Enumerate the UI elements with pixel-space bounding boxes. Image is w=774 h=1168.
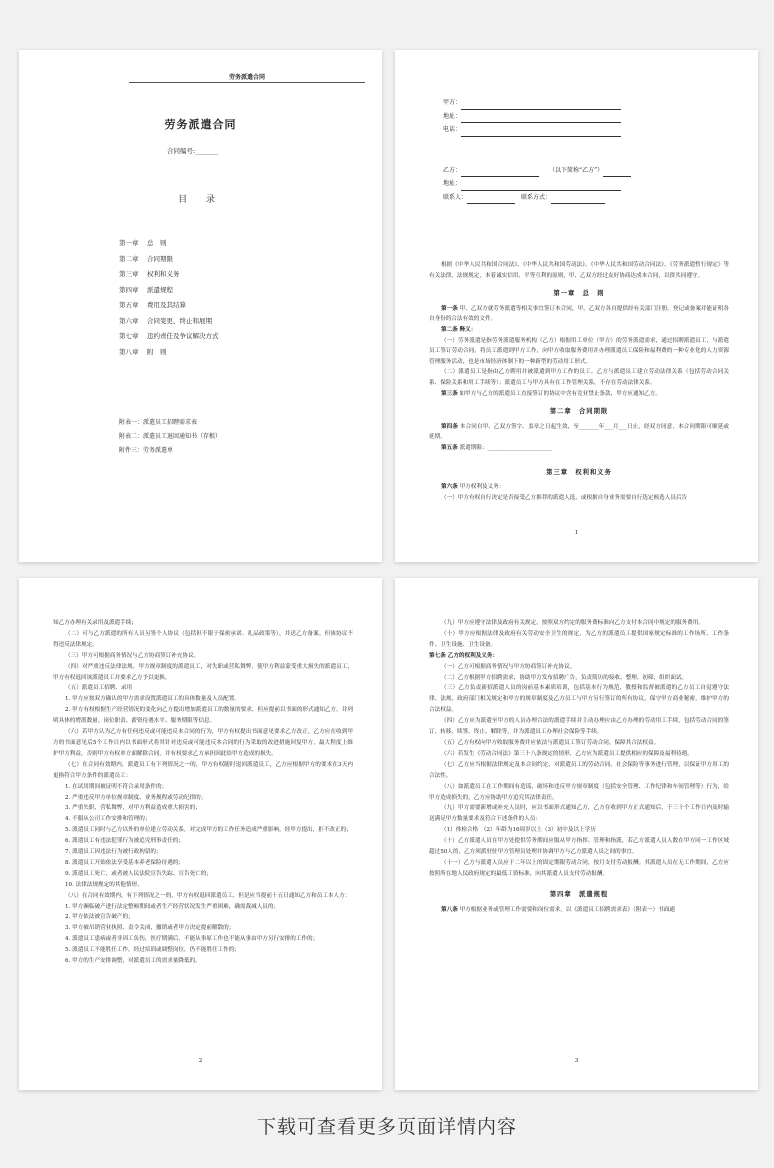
clause: （六）若发生《劳动合同法》第三十八条规定的情形，乙方应为派遣员工提供相应的保障及福利待遇。 — [441, 750, 693, 757]
clause: 8. 派遣员工开始依法享受基本养老保险待遇的； — [65, 859, 184, 866]
clause: 1. 甲方应按双方确认的甲方需求设置派遣员工的具体数量及人员配置。 — [65, 696, 240, 703]
contract-number: 合同编号:_______ — [167, 147, 218, 155]
toc-item: 第一章 总 则 — [119, 239, 167, 247]
article: 第七条 乙方的权利及义务： — [429, 652, 499, 659]
contract-body — [53, 618, 353, 967]
toc-item: 第四章 派遣规程 — [119, 285, 173, 294]
chapter-heading: 第一章 总 则 — [553, 290, 605, 298]
clause: （1）体检合格 （2）年龄为16周岁以上（3）初中及以上学历 — [441, 827, 596, 834]
clause: （二）乙方根据甲方招聘需求，协助甲方发布招聘广告，负责简历的接收、整理、初筛，组织面试。 — [441, 674, 688, 681]
clause: 5. 派遣员工同时与乙方以外的单位建立劳动关系，对完成甲方的工作任务造成严重影响，经甲方提出，拒不改正的； — [65, 827, 352, 834]
page-3 — [395, 578, 758, 1090]
clause: （四）乙方应为派遣至甲方的人员办理合法的派遣手续并主动办理应由乙方办理的劳动用工手续，包括劳动合同的签订、转移、续签、终止、解除等，并为派遣员工办理社会保险等手续。 — [429, 718, 729, 736]
clause: 1. 甲方濒临破产进行法定整顿期间或者生产经营状况发生严重困难，确需裁减人员的； — [65, 903, 280, 910]
phone-field: 电话： — [443, 123, 631, 137]
clause: （一）劳务派遣是指劳务派遣服务机构（乙方）根据用工单位（甲方）的劳务派遣需求，通过招聘派遣员工，与派遣员工签订劳动合同，将员工派遣到甲方工作，向甲方收取服务费用并办理派遣员工保险和福利费的一种专业化的人力资源管理服务活动，也是市场经济体制下的一种新型的劳动用工形式。 — [429, 337, 729, 365]
clause: 2. 甲方有权根据生产经营情况的变化向乙方提出增加派遣员工的数量的要求，但应提前以书面的形式通知乙方，并列明具体的增派数量、岗位职责、薪资待遇水平、服务期限等信息。 — [53, 707, 353, 725]
toc-item: 第三章 权利和义务 — [119, 270, 180, 278]
article: 第一条 甲、乙双方就劳务派遣等相关事宜签订本合同，甲、乙双方各自提供经有关部门注册、登记或备案并能证明各自身份的合法有效的文件。 — [429, 305, 729, 323]
article: 第八条 甲方根据业务或管理工作需要和岗位需求，以《派遣员工招聘需求表》（附表一）书面通 — [441, 906, 675, 913]
clause: （五）派遣员工招聘、录用 — [65, 685, 133, 692]
clause: 4. 不服从公司工作安排和管理的； — [65, 816, 151, 823]
page-2 — [19, 578, 382, 1090]
clause: （十一）乙方与派遣人员应于二年以上的固定期限劳动合同，按月支付劳动报酬。其派遣人员在无工作期间，乙方应按照所在地人民政府规定的最低工资标准，向其派遣人员支付劳动报酬。 — [429, 859, 729, 877]
clause: （一）乙方可根据商务情况与甲方协商签订补充协议。 — [441, 663, 576, 670]
address-field: 地址： — [443, 110, 631, 124]
page-1 — [395, 50, 758, 562]
clause: 1. 在试用期间被证明不符合录用条件的； — [65, 783, 168, 790]
clause: （三）乙方负责新招派遣人员的岗前基本素质培训，包括基本行为规范，教授和监督被派遣的乙方员工自觉遵守法律、法规、政府部门相关规定和甲方的规章制度及乙方员工与甲方另行签订的所有协议，保守甲方商业秘密，维护甲方的合法权益。 — [429, 685, 729, 714]
clause: 知乙方办理有关录用及派遣手续； — [53, 620, 137, 626]
clause: 9. 派遣员工死亡，或者被人民法院宣告失踪、宣告死亡的； — [65, 870, 212, 877]
party-a-field: 甲方： — [443, 96, 631, 110]
attachment-list — [119, 416, 221, 458]
clause: （九）甲方应遵守法律及政府有关规定，按照双方约定的服务费标准向乙方支付本合同中规定的服务费用。 — [441, 620, 704, 626]
contract-body — [429, 618, 729, 916]
toc-item: 第八章 附 则 — [119, 347, 167, 356]
attachment-item: 附表二： 派遣员工退回通知书（存根） — [119, 433, 222, 440]
clause: （八）如派遣员工在工作期间有造谣、破坏和违反甲方规章制度（包括安全管理、工作纪律和车间管理等）行为，给甲方造成损失的，乙方应协助甲方追究其法律责任。 — [429, 783, 729, 801]
clause: 4. 派遣员工患病或者非因工负伤，医疗期满后，不能从事原工作也不能从事由甲方另行安排的工作的； — [65, 936, 319, 943]
clause: （二）可与乙方派遣的所有人员另签个人协议（包括但不限于保密承诺、礼品政策等），并送乙方备案。但该协议不得违反法律规定。 — [53, 630, 353, 648]
clause: （八）在合同有效期内，有下列情况之一的，甲方有权退回派遣员工，但是应当提前十五日通知乙方和员工本人方： — [65, 892, 351, 899]
page-number: 3 — [574, 1058, 579, 1064]
clause: （二）派遣员工是指由乙方聘用并被派遣到甲方工作的员工。乙方与派遣员工建立劳动法律关系（包括劳动合同关系、保险关系和用工手续等）；派遣员工与甲方具有在工作管理关系，不存在劳动法律关系。 — [429, 369, 729, 386]
contact-field: 联系人： 联系方式： — [443, 191, 631, 205]
running-header: 劳务派遣合同 — [228, 74, 265, 81]
clause: 5. 派遣员工不能胜任工作，经过培训或调整岗位，仍不能胜任工作的； — [65, 947, 240, 954]
toc-item: 第五章 费用及其结算 — [119, 301, 186, 309]
clause: （五）乙方有权向甲方收取服务费并应依法与派遣员工签订劳动合同，保障其合法权益。 — [441, 739, 660, 746]
clause: 6. 甲方的生产安排调整，对派遣员工的需求量降低的。 — [65, 958, 201, 965]
attachment-item: 附件三： 劳务派遣单 — [119, 447, 174, 454]
clause: （十）乙方派遣人员在甲方处提供劳务期间应服从甲方指挥、管理和指派，若乙方派遣人员人数在甲方同一工作区域超过50人的，乙方须派驻驻甲方管理员处理并协调甲方与乙方派遣人员之间的事宜。 — [429, 838, 729, 856]
table-of-contents — [119, 236, 219, 360]
download-prompt[interactable]: 下载可查看更多页面详情内容 — [256, 1116, 517, 1138]
attachment-item: 附表一： 派遣员工招聘需求表 — [119, 419, 198, 426]
document-title: 劳务派遣合同 — [164, 118, 237, 131]
chapter-heading: 第三章 权利和义务 — [546, 468, 612, 476]
clause: 2. 严重违反甲方单位规章制度、业务规程或劳动纪律的； — [65, 794, 207, 801]
page-cover — [19, 50, 382, 562]
clause: 3. 严重失职，营私舞弊，对甲方利益造成重大损害的； — [65, 805, 201, 812]
chapter-heading: 第四章 派遣规程 — [549, 890, 609, 898]
header-rule — [129, 82, 365, 83]
toc-item: 第二章 合同期限 — [119, 254, 173, 263]
contract-body — [429, 260, 729, 503]
clause: 3. 甲方被吊销营业执照、责令关闭、撤销或者甲方决定提前解散的； — [65, 925, 235, 932]
article: 第三条 如甲方与乙方的派遣员工直接签订的协议中含有竞业禁止条款，甲方应通知乙方。 — [441, 390, 661, 397]
clause: 6. 派遣员工有违法犯罪行为被追究刑事责任的； — [65, 838, 184, 845]
toc-item: 第七章 违约责任及争议解决方式 — [119, 332, 219, 340]
clause: （九）甲方需要新增或补充人员时，应以书面形式通知乙方，乙方在收到甲方正式通知后，于三十个工作日内及时输送满足甲方数量要求及符合下述条件的人员： — [429, 805, 729, 823]
page-number: 1 — [574, 530, 579, 536]
party-b-field: 乙方： （以下简称“乙方”） — [443, 164, 631, 178]
toc-item: 第六章 合同变更、终止和展期 — [119, 316, 212, 325]
clause: （三）甲方可根据商务情况与乙方协商签订补充协议。 — [65, 652, 200, 659]
chapter-heading: 第二章 合同期限 — [549, 408, 609, 416]
intro-paragraph: 根据《中华人民共和国合同法》、《中华人民共和国劳动法》、《中华人民共和国劳动合同法》、《劳务派遣暂行规定》等有关法律、法规规定，本着诚实信用、平等互利的原则，甲、乙双方经过友好协商达成本合同，以资共同遵守。 — [429, 262, 729, 279]
clause: 2. 甲方依法被宣告破产的； — [65, 914, 134, 921]
article: 第六条 甲方权利及义务： — [441, 484, 505, 491]
clause: （六）若甲方认为乙方有任何违反或可能违反本合同的行为，甲方有权提出书面意见要求乙方改正。乙方应在收到甲方的书面意见后5个工作日内以书面形式将其针对违反或可能违反本合同的行为采取的改进措施回复甲方，最大程度上维护甲方利益，否则甲方有权单方面解除合同，并有权要求乙方承担因此给甲方造成的损失。 — [53, 729, 353, 757]
clause: 10. 法律法规规定的其他情形。 — [65, 881, 143, 888]
page-number: 2 — [198, 1058, 203, 1064]
article: 第二条 释义： — [441, 326, 477, 333]
article: 第五条 派遣期限：_______________________ — [441, 444, 552, 451]
article: 第四条 本合同自甲、乙双方签字、盖章之日起生效，至_______年___月___日止，经双方同意，本合同期限可顺延或延期。 — [429, 423, 729, 441]
clause: （四）对严重违反法律法规、甲方规章制度的派遣员工，对失职或营私舞弊，使甲方利益蒙受重大损失的派遣员工，甲方有权退回该派遣员工并要求乙方予以更换。 — [53, 663, 353, 681]
clause: （一）甲方有权自行决定是否接受乙方推荐的派遣人选，或根据自身业务需要自行选定候选人员后告 — [441, 494, 688, 501]
clause: （十）甲方应根据法律及政府有关劳动安全卫生的规定，为乙方的派遣员工提供国家规定标准的工作场所、工作条件、卫生设施、卫生设备。 — [429, 630, 729, 648]
address-field: 地址： — [443, 177, 631, 191]
clause: 7. 派遣员工因违法行为被行政拘留的； — [65, 849, 162, 856]
clause: （七）在合同有效期内，派遣员工有下列情况之一的，甲方有权随时退回派遣员工，乙方应根据甲方的要求在3天内更换符合甲方条件的派遣员工： — [53, 761, 353, 779]
party-fields — [443, 96, 631, 204]
toc-title: 目 录 — [178, 195, 223, 205]
clause: （七）乙方应当根据法律规定及本合同约定，对派遣员工的劳动合同、社会保险等事务进行管理，以保证甲方用工的合法性。 — [429, 761, 729, 779]
